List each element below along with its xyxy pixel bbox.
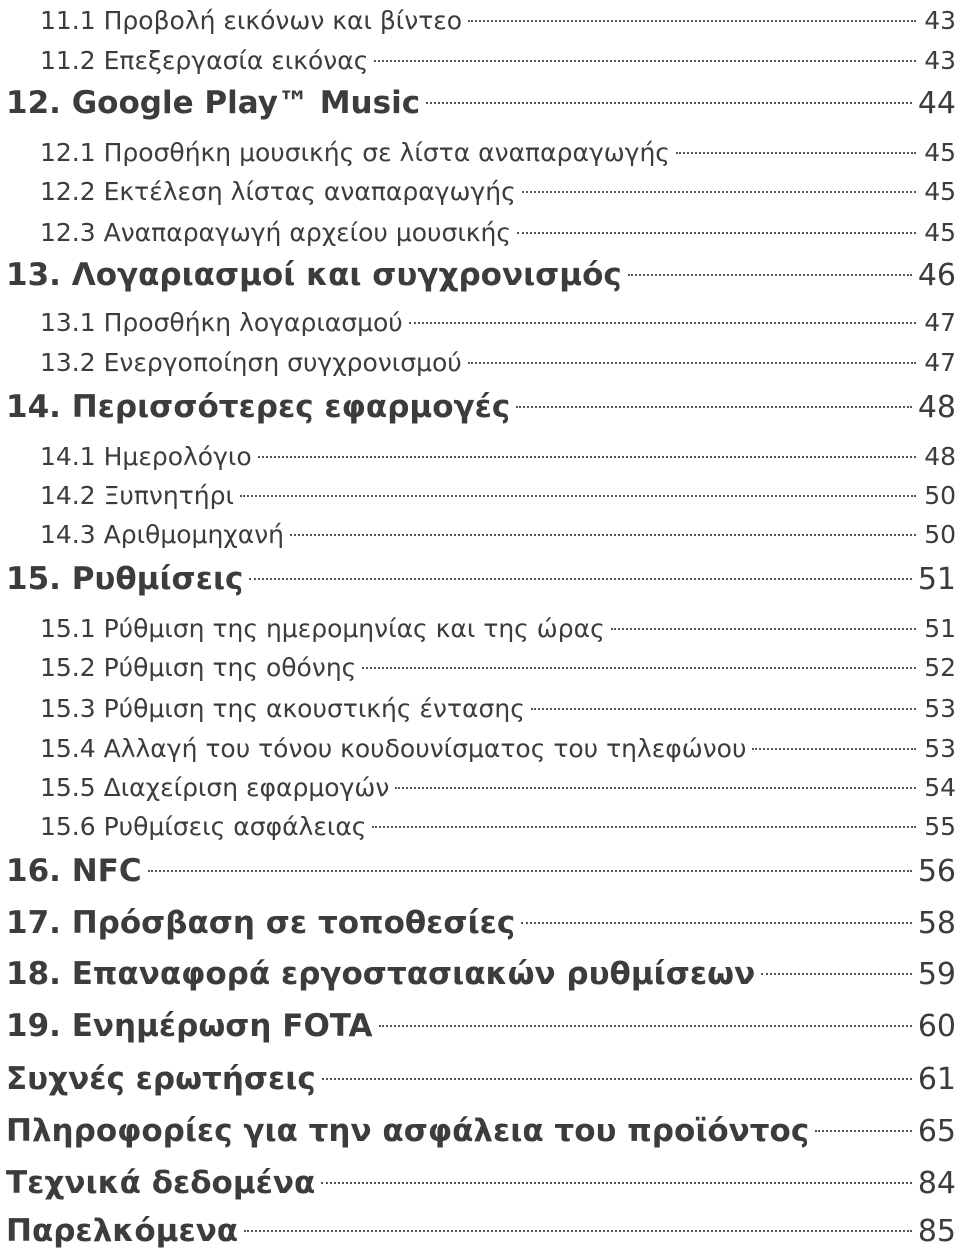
dot-leader [290,534,916,536]
dot-leader [522,191,916,193]
toc-entry-title: 19. Ενημέρωση FOTA [6,1008,373,1044]
toc-entry-page: 50 [924,481,956,510]
toc-entry-title: 15.5 Διαχείριση εφαρμογών [40,773,390,802]
toc-entry-13[interactable] [6,252,956,298]
toc-entry-12[interactable] [6,80,956,126]
toc-entry-faq[interactable] [6,1056,956,1102]
toc-entry-page: 47 [924,308,956,337]
toc-entry-title: 11.2 Επεξεργασία εικόνας [40,46,369,75]
toc-entry-title: 11.1 Προβολή εικόνων και βίντεο [40,6,463,35]
dot-leader [521,922,912,924]
toc-entry-page: 61 [917,1062,956,1097]
dot-leader [531,708,916,710]
toc-entry-19[interactable] [6,1003,956,1049]
toc-entry-title: 15.4 Αλλαγή του τόνου κουδουνίσματος του τηλεφώνου [40,734,747,763]
toc-entry-page: 52 [924,653,956,682]
toc-entry-page: 43 [924,46,956,75]
toc-entry-14-2[interactable] [40,479,956,513]
toc-entry-15-4[interactable] [40,732,956,766]
toc-entry-15-2[interactable] [40,651,956,685]
dot-leader [611,628,916,630]
toc-entry-14-1[interactable] [40,440,956,474]
dot-leader [244,1230,912,1232]
toc-entry-page: 45 [924,218,956,247]
toc-entry-page: 53 [924,734,956,763]
dot-leader [752,748,916,750]
toc-entry-title: Τεχνικά δεδομένα [6,1165,316,1201]
dot-leader [395,787,916,789]
toc-entry-tech-data[interactable] [6,1160,956,1206]
dot-leader [517,232,916,234]
dot-leader [322,1078,912,1080]
toc-entry-page: 56 [917,854,956,889]
dot-leader [372,826,916,828]
dot-leader [815,1130,912,1132]
toc-entry-safety[interactable] [6,1108,956,1154]
toc-entry-title: 15.3 Ρύθμιση της ακουστικής έντασης [40,694,525,723]
dot-leader [148,870,912,872]
toc-entry-page: 65 [917,1114,956,1149]
toc-entry-page: 58 [917,906,956,941]
toc-entry-title: 14.1 Ημερολόγιο [40,442,252,471]
dot-leader [468,20,916,22]
toc-entry-title: 14.3 Αριθμομηχανή [40,520,285,549]
toc-entry-page: 84 [917,1166,956,1201]
dot-leader [468,362,916,364]
toc-entry-15-1[interactable] [40,612,956,646]
toc-entry-12-2[interactable] [40,175,956,209]
toc-entry-12-3[interactable] [40,216,956,250]
dot-leader [374,60,916,62]
toc-entry-15[interactable] [6,556,956,602]
toc-entry-title: Πληροφορίες για την ασφάλεια του προϊόντος [6,1113,810,1149]
toc-entry-page: 48 [917,390,956,425]
toc-entry-page: 59 [917,957,956,992]
toc-entry-title: 12. Google Play™ Music [6,85,421,121]
toc-entry-17[interactable] [6,900,956,946]
toc-entry-13-2[interactable] [40,346,956,380]
toc-entry-11-1[interactable] [40,4,956,38]
toc-entry-page: 46 [917,258,956,293]
dot-leader [249,578,911,580]
dot-leader [258,456,916,458]
dot-leader [426,102,912,104]
toc-entry-title: 12.3 Αναπαραγωγή αρχείου μουσικής [40,218,512,247]
toc-entry-14-3[interactable] [40,518,956,552]
toc-entry-page: 44 [917,86,956,121]
toc-entry-title: 15.6 Ρυθμίσεις ασφάλειας [40,812,367,841]
dot-leader [628,274,912,276]
toc-entry-11-2[interactable] [40,44,956,78]
toc-entry-title: 16. NFC [6,853,142,889]
toc-entry-15-5[interactable] [40,771,956,805]
toc-entry-page: 43 [924,6,956,35]
toc-entry-page: 54 [924,773,956,802]
toc-entry-page: 85 [917,1214,956,1249]
toc-entry-16[interactable] [6,848,956,894]
toc-entry-page: 45 [924,177,956,206]
dot-leader [516,406,912,408]
toc-entry-15-3[interactable] [40,692,956,726]
toc-entry-accessories[interactable] [6,1208,956,1254]
toc-entry-page: 48 [924,442,956,471]
toc-entry-page: 47 [924,348,956,377]
toc-entry-title: 12.1 Προσθήκη μουσικής σε λίστα αναπαραγωγής [40,138,670,167]
toc-entry-title: 14.2 Ξυπνητήρι [40,481,234,510]
toc-entry-page: 50 [924,520,956,549]
toc-entry-title: 13. Λογαριασμοί και συγχρονισμός [6,257,622,293]
toc-entry-page: 55 [924,812,956,841]
toc-entry-13-1[interactable] [40,306,956,340]
toc-entry-15-6[interactable] [40,810,956,844]
toc-entry-14[interactable] [6,384,956,430]
dot-leader [676,152,916,154]
toc-entry-18[interactable] [6,951,956,997]
toc-entry-title: Παρελκόμενα [6,1213,239,1249]
dot-leader [409,322,916,324]
dot-leader [379,1025,912,1027]
toc-entry-page: 53 [924,694,956,723]
toc-entry-title: 18. Επαναφορά εργοστασιακών ρυθμίσεων [6,956,756,992]
toc-entry-page: 51 [924,614,956,643]
toc-entry-title: 12.2 Εκτέλεση λίστας αναπαραγωγής [40,177,516,206]
dot-leader [362,667,916,669]
dot-leader [761,973,912,975]
toc-entry-page: 45 [924,138,956,167]
toc-entry-title: 15.1 Ρύθμιση της ημερομηνίας και της ώρας [40,614,605,643]
toc-entry-title: 14. Περισσότερες εφαρμογές [6,389,511,425]
toc-entry-page: 60 [917,1009,956,1044]
toc-entry-title: 13.2 Ενεργοποίηση συγχρονισμού [40,348,462,377]
dot-leader [321,1182,911,1184]
toc-entry-title: Συχνές ερωτήσεις [6,1061,316,1097]
toc-entry-title: 15.2 Ρύθμιση της οθόνης [40,653,357,682]
toc-entry-page: 51 [917,562,956,597]
toc-entry-title: 15. Ρυθμίσεις [6,561,244,597]
dot-leader [240,495,916,497]
toc-entry-title: 17. Πρόσβαση σε τοποθεσίες [6,905,516,941]
toc-entry-title: 13.1 Προσθήκη λογαριασμού [40,308,403,337]
toc-entry-12-1[interactable] [40,136,956,170]
